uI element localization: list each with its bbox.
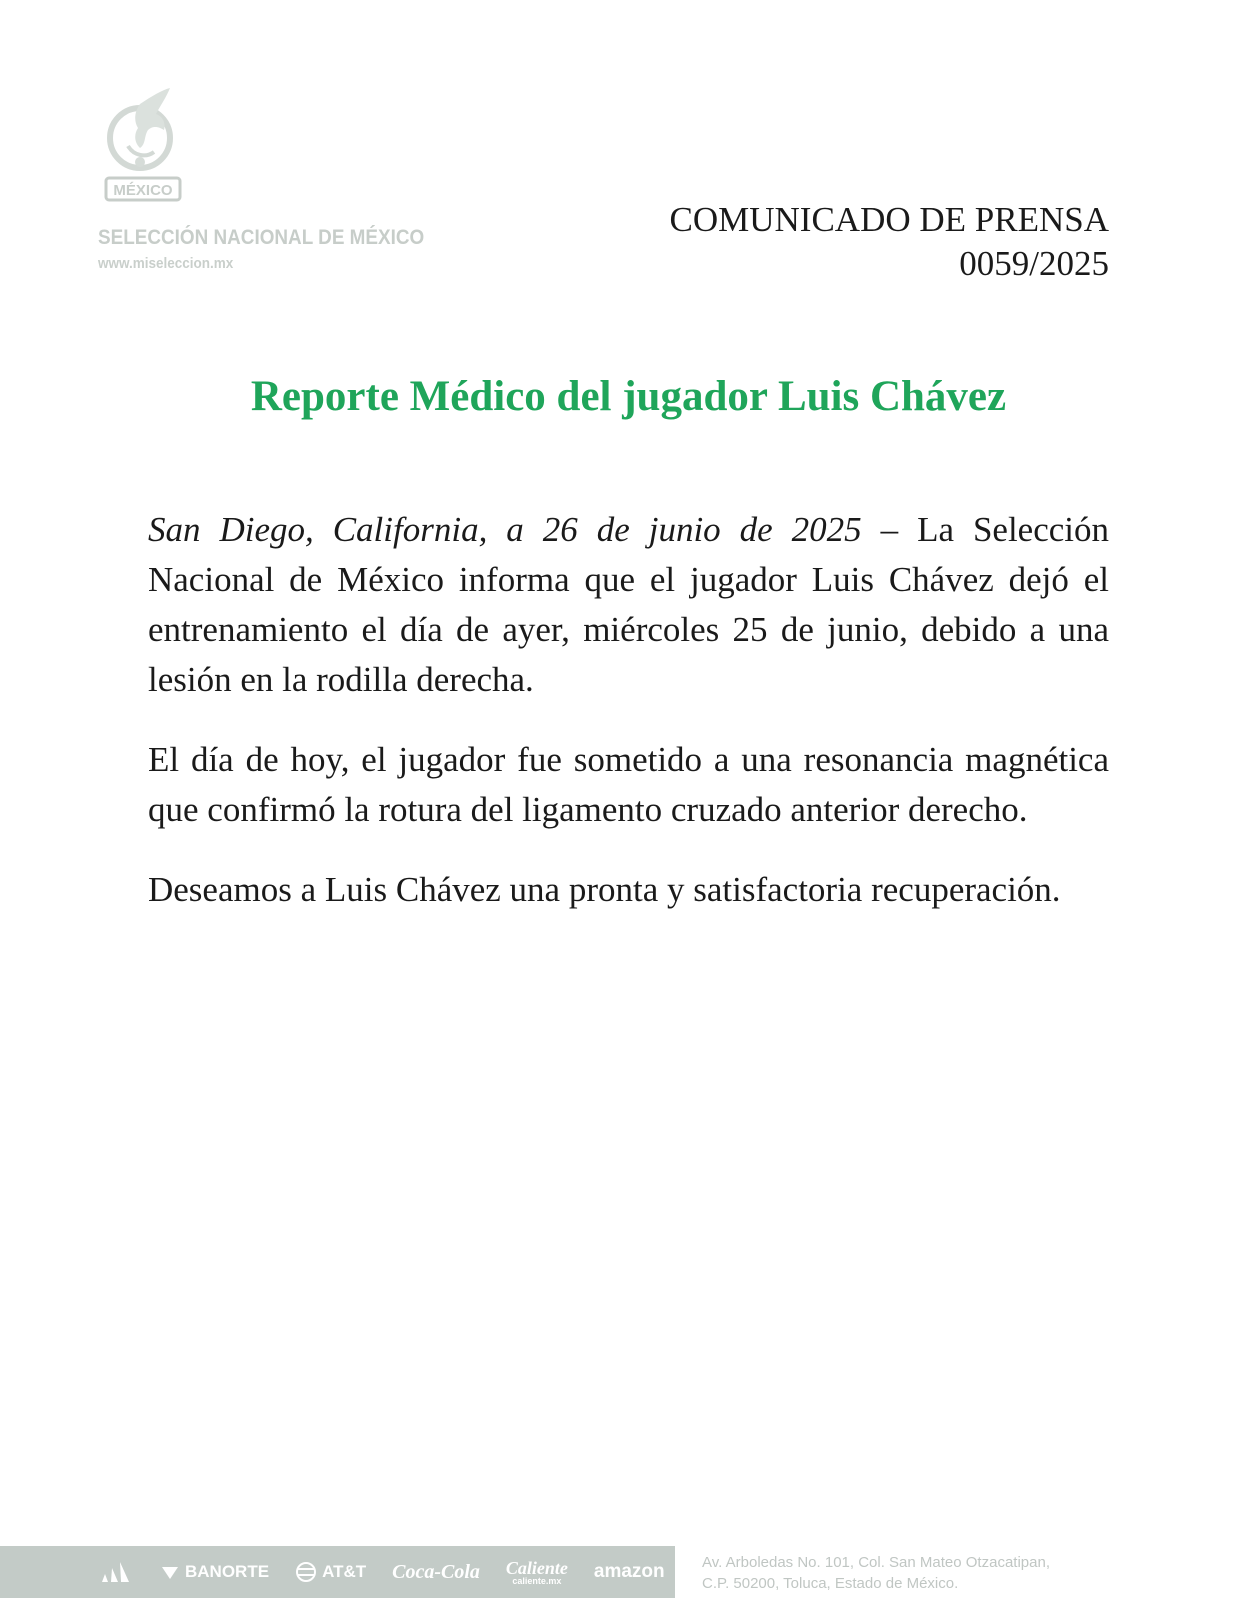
release-type: COMUNICADO DE PRENSA [669,200,1109,239]
letterhead [98,86,425,272]
paragraph-2: El día de hoy, el jugador fue sometido a una resonancia magnética que confirmó la rotura del ligamento cruzado anterior derecho. [148,740,1109,829]
adidas-logo-icon [100,1560,134,1584]
att-label: AT&T [322,1562,367,1581]
sponsor-adidas [100,1560,134,1584]
dateline: San Diego, California, a 26 de junio de 2025 [148,510,862,549]
document-body [148,505,1109,945]
caliente-url: caliente.mx [512,1575,562,1586]
cocacola-logo: Coca-Cola [392,1560,480,1583]
footer [0,1546,1257,1600]
sponsor-att [295,1561,366,1583]
release-number: 0059/2025 [959,244,1109,283]
caliente-logo: Caliente [505,1557,568,1578]
footer-address [702,1552,1050,1594]
paragraph-3: Deseamos a Luis Chávez una pronta y satisfactoria recuperación. [148,870,1061,909]
organization-name: SELECCIÓN NACIONAL DE MÉXICO [98,226,425,249]
crest-label: MÉXICO [113,182,173,199]
sponsor-amazon [594,1561,665,1583]
dateline-dash: – [861,510,918,549]
amazon-logo: amazon [593,1561,665,1582]
address-line-2: C.P. 50200, Toluca, Estado de México. [702,1575,959,1592]
paragraph-1 [148,505,1109,705]
address-line-1: Av. Arboledas No. 101, Col. San Mateo Otzacatipan, [702,1554,1050,1571]
banorte-logo-icon [160,1563,180,1581]
organization-url: www.miseleccion.mx [98,255,234,272]
sponsor-cocacola [392,1561,480,1584]
banorte-label: BANORTE [185,1562,270,1581]
sponsor-caliente [506,1559,568,1586]
document-title: Reporte Médico del jugador Luis Chávez [250,373,1007,420]
sponsor-bar [0,1546,675,1598]
att-globe-icon [295,1561,317,1583]
press-release-header [670,198,1109,286]
mexico-crest-logo [100,86,186,206]
sponsor-banorte [160,1562,269,1582]
paragraph-1-text: La Selección Nacional de México informa que el jugador Luis Chávez dejó el entrenamiento el día de ayer, miércoles 25 de junio, debido a una lesión en la rodilla derecha. [148,510,1110,699]
